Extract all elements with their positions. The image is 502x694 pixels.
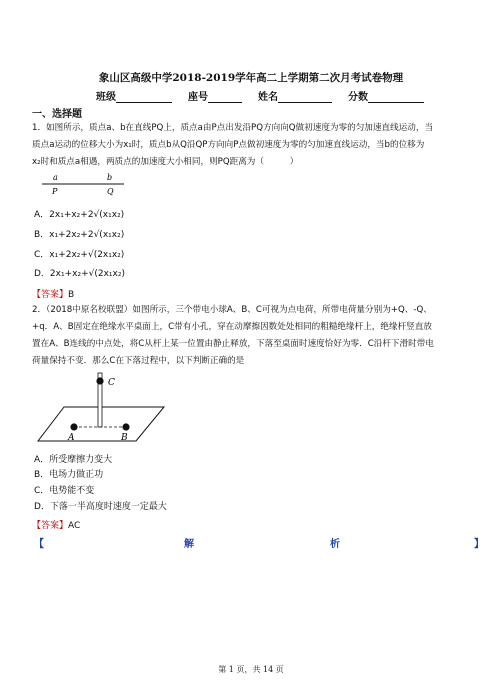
document-title: 象山区高级中学2018-2019学年高二上学期第二次月考试卷物理 [98, 72, 404, 84]
q2-text-line4: 荷量保持不变．那么C在下落过程中，以下判断正确的是 [32, 356, 245, 366]
section-heading: 一、选择题 [32, 109, 82, 120]
analysis-char-2: 析 [330, 539, 340, 550]
q2-label-b: B [121, 433, 128, 443]
analysis-bracket-open: 【 [34, 539, 44, 550]
name-field[interactable]: 姓名 [258, 88, 332, 103]
q1-label-b: b [107, 173, 113, 182]
answer-tag: 【答案】 [32, 521, 69, 531]
q1-option-a[interactable]: A．2x₁+x₂+2√(x₁x₂) [34, 210, 125, 220]
q1-label-q: Q [107, 187, 114, 196]
q1-text-line3: x₂时和质点a相遇，两质点的加速度大小相同，则PQ距离为（ ） [32, 157, 299, 167]
q1-answer [32, 287, 74, 300]
q2-option-c[interactable]: C．电势能不变 [34, 486, 95, 496]
q1-text-line2: 质点a运动的位移大小为x₁时，质点b从Q沿QP方向向P点做初速度为零的匀加速直线运动，当b的位移为 [32, 140, 425, 150]
q2-label-c: C [108, 378, 115, 388]
answer-tag: 【答案】 [32, 290, 69, 300]
q1-figure [40, 172, 130, 198]
q1-text-line1: 1．如图所示，质点a、b在直线PQ上，质点a由P点出发沿PQ方向向Q做初速度为零的匀加速直线运动，当 [32, 123, 434, 133]
class-field[interactable]: 班级 [96, 88, 172, 103]
q2-option-a[interactable]: A．所受摩擦力变大 [34, 455, 113, 465]
q1-option-b[interactable]: B．x₁+2x₂+2√(x₁x₂) [34, 230, 125, 240]
q2-text-line2: +q．A、B固定在绝缘水平桌面上，C带有小孔，穿在动摩擦因数处处相同的粗糙绝缘杆上，绝缘杆竖直放 [32, 322, 432, 332]
analysis-char-1: 解 [184, 539, 194, 550]
q1-label-a: a [53, 173, 58, 182]
seat-field[interactable]: 座号 [188, 88, 242, 103]
answer-value: B [68, 290, 75, 300]
page-footer: 第 1 页，共 14 页 [218, 665, 284, 674]
q1-option-d[interactable]: D．2x₁+x₂+√(2x₁x₂) [34, 269, 125, 279]
q2-text-line1: 2．（2018中原名校联盟）如图所示，三个带电小球A、B、C可视为点电荷，所带电荷量分别为+Q、-Q、 [32, 305, 432, 315]
analysis-bracket-close: 】 [474, 539, 484, 550]
answer-value: AC [68, 521, 81, 531]
q1-option-c[interactable]: C．x₁+2x₂+√(2x₁x₂) [34, 250, 125, 260]
q2-answer [32, 518, 80, 531]
q1-label-p: P [52, 187, 58, 196]
q2-figure [36, 369, 166, 449]
q2-text-line3: 置在A、B连线的中点处，将C从杆上某一位置由静止释放，下落至桌面时速度恰好为零．C沿杆下滑时带电 [32, 339, 434, 349]
q2-option-d[interactable]: D．下落一半高度时速度一定最大 [34, 502, 167, 512]
q2-label-a: A [68, 433, 75, 443]
q2-option-b[interactable]: B．电场力做正功 [34, 470, 104, 480]
score-field[interactable]: 分数 [348, 88, 424, 103]
student-info-row [96, 88, 440, 103]
